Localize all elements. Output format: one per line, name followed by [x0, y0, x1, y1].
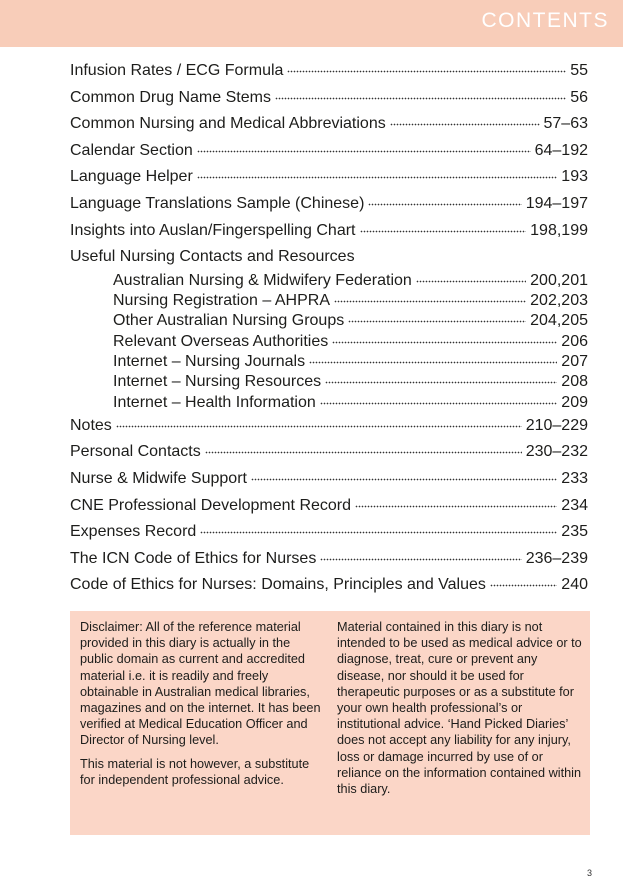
disclaimer-paragraph: This material is not however, a substitute for independent professional advice.: [80, 756, 310, 787]
toc-entry-label: Nursing Registration – AHPRA: [113, 292, 330, 310]
toc-entry-icn-code: [70, 546, 588, 573]
disclaimer-paragraph: Disclaimer: All of the reference material provided in this diary is actually in the public domain as current and accredited material i.e. it is readily and freely obtainable in Australian medical libraries, magazines and on the internet. It has been verified at Medical Education Officer and Director of Nursing level.: [80, 620, 321, 748]
disclaimer-paragraph: Material contained in this diary is not intended to be used as medical advice or to diagnose, treat, cure or prevent any disease, nor should it be used for therapeutic purposes or as a substitute for your own health professional’s or institutional advice. ‘Hand Picked Diaries’ does not accept any liability for any injury, loss or damage incurred by use of or reliance on the information contained within this diary.: [337, 620, 582, 797]
dot-leader: [309, 361, 557, 364]
toc-entry-label: Personal Contacts: [70, 443, 201, 461]
dot-leader: [116, 425, 522, 428]
toc-entry-page: 208: [561, 373, 588, 391]
toc-entry-translations-chinese: [70, 191, 588, 218]
dot-leader: [205, 451, 522, 454]
toc-subentry-overseas: [70, 332, 588, 352]
toc-entry-nurse-support: [70, 466, 588, 493]
toc-entry-page: 209: [561, 393, 588, 411]
toc-entry-page: 202,203: [530, 292, 588, 310]
toc-subentry-ahpra: [70, 291, 588, 311]
toc-entry-page: 57–63: [543, 115, 588, 133]
dot-leader: [251, 478, 557, 481]
dot-leader: [200, 531, 557, 534]
dot-leader: [320, 402, 558, 405]
toc-entry-page: 194–197: [525, 194, 588, 212]
toc-entry-label: Nurse & Midwife Support: [70, 470, 247, 488]
toc-entry-page: 210–229: [525, 416, 588, 434]
toc-subentry-health-info: [70, 393, 588, 413]
toc-entry-page: 56: [570, 88, 588, 106]
toc-entry-page: 206: [561, 332, 588, 350]
dot-leader: [325, 381, 557, 384]
toc-entry-language-helper: [70, 164, 588, 191]
toc-entry-label: Expenses Record: [70, 523, 197, 541]
toc-entry-page: 200,201: [530, 271, 588, 289]
disclaimer-left-column: [80, 619, 322, 795]
toc-section-heading: Useful Nursing Contacts and Resources: [70, 248, 355, 266]
toc-entry-page: 230–232: [525, 443, 588, 461]
toc-entry-label: Language Translations Sample (Chinese): [70, 194, 365, 212]
toc-entry-code-domains: [70, 572, 588, 599]
toc-entry-label: Code of Ethics for Nurses: Domains, Principles and Values: [70, 576, 486, 594]
toc-entry-label: Australian Nursing & Midwifery Federation: [113, 271, 412, 289]
toc-entry-label: Internet – Nursing Journals: [113, 352, 306, 370]
toc-entry-expenses: [70, 519, 588, 546]
toc-entry-label: Calendar Section: [70, 141, 193, 159]
toc-entry-label: Common Drug Name Stems: [70, 88, 271, 106]
toc-entry-label: Insights into Auslan/Fingerspelling Chart: [70, 221, 356, 239]
toc-entry-page: 234: [561, 496, 588, 514]
dot-leader: [355, 505, 557, 508]
toc-entry-label: Language Helper: [70, 168, 193, 186]
toc-entry-auslan: [70, 218, 588, 245]
toc-section-useful-contacts: [70, 244, 588, 271]
toc-entry-label: Common Nursing and Medical Abbreviations: [70, 115, 386, 133]
dot-leader: [416, 280, 526, 283]
toc-entry-page: 204,205: [530, 312, 588, 330]
dot-leader: [197, 150, 531, 153]
toc-entry-page: 240: [561, 576, 588, 594]
contents-header-band: [0, 0, 623, 47]
toc-entry-abbreviations: [70, 111, 588, 138]
toc-entry-label: Other Australian Nursing Groups: [113, 312, 345, 330]
page-title: CONTENTS: [481, 9, 609, 32]
toc-entry-infusion-rates: [70, 58, 588, 85]
toc-entry-label: Relevant Overseas Authorities: [113, 332, 329, 350]
toc-entry-label: Internet – Nursing Resources: [113, 373, 322, 391]
dot-leader: [332, 341, 557, 344]
dot-leader: [287, 70, 566, 73]
disclaimer-right-column: [337, 619, 583, 804]
dot-leader: [197, 176, 558, 179]
dot-leader: [390, 123, 540, 126]
dot-leader: [334, 300, 526, 303]
dot-leader: [368, 203, 521, 206]
toc-subentry-journals: [70, 352, 588, 372]
toc-entry-personal-contacts: [70, 439, 588, 466]
toc-entry-label: The ICN Code of Ethics for Nurses: [70, 549, 317, 567]
toc-entry-page: 235: [561, 523, 588, 541]
dot-leader: [275, 97, 566, 100]
toc-entry-notes: [70, 413, 588, 440]
dot-leader: [320, 558, 521, 561]
toc-entry-label: Infusion Rates / ECG Formula: [70, 62, 284, 79]
toc-entry-calendar: [70, 138, 588, 165]
disclaimer-box: [70, 611, 590, 835]
page-number: 3: [586, 868, 592, 878]
toc-entry-page: 233: [561, 470, 588, 488]
dot-leader: [490, 584, 557, 587]
toc-entry-page: 64–192: [534, 141, 588, 159]
toc-subentry-anmf: [70, 271, 588, 291]
table-of-contents: [70, 58, 588, 599]
toc-entry-label: CNE Professional Development Record: [70, 496, 352, 514]
toc-entry-label: Internet – Health Information: [113, 393, 316, 411]
toc-entry-page: 207: [561, 352, 588, 370]
toc-entry-page: 236–239: [525, 549, 588, 567]
toc-entry-page: 193: [561, 168, 588, 186]
toc-entry-page: 198,199: [530, 221, 588, 239]
toc-subentry-resources: [70, 372, 588, 392]
toc-entry-drug-name-stems: [70, 85, 588, 112]
toc-subentry-other-groups: [70, 311, 588, 331]
dot-leader: [360, 230, 527, 233]
dot-leader: [348, 320, 526, 323]
toc-entry-label: Notes: [70, 416, 112, 434]
toc-entry-page: 55: [570, 62, 588, 79]
toc-entry-cne-record: [70, 493, 588, 520]
